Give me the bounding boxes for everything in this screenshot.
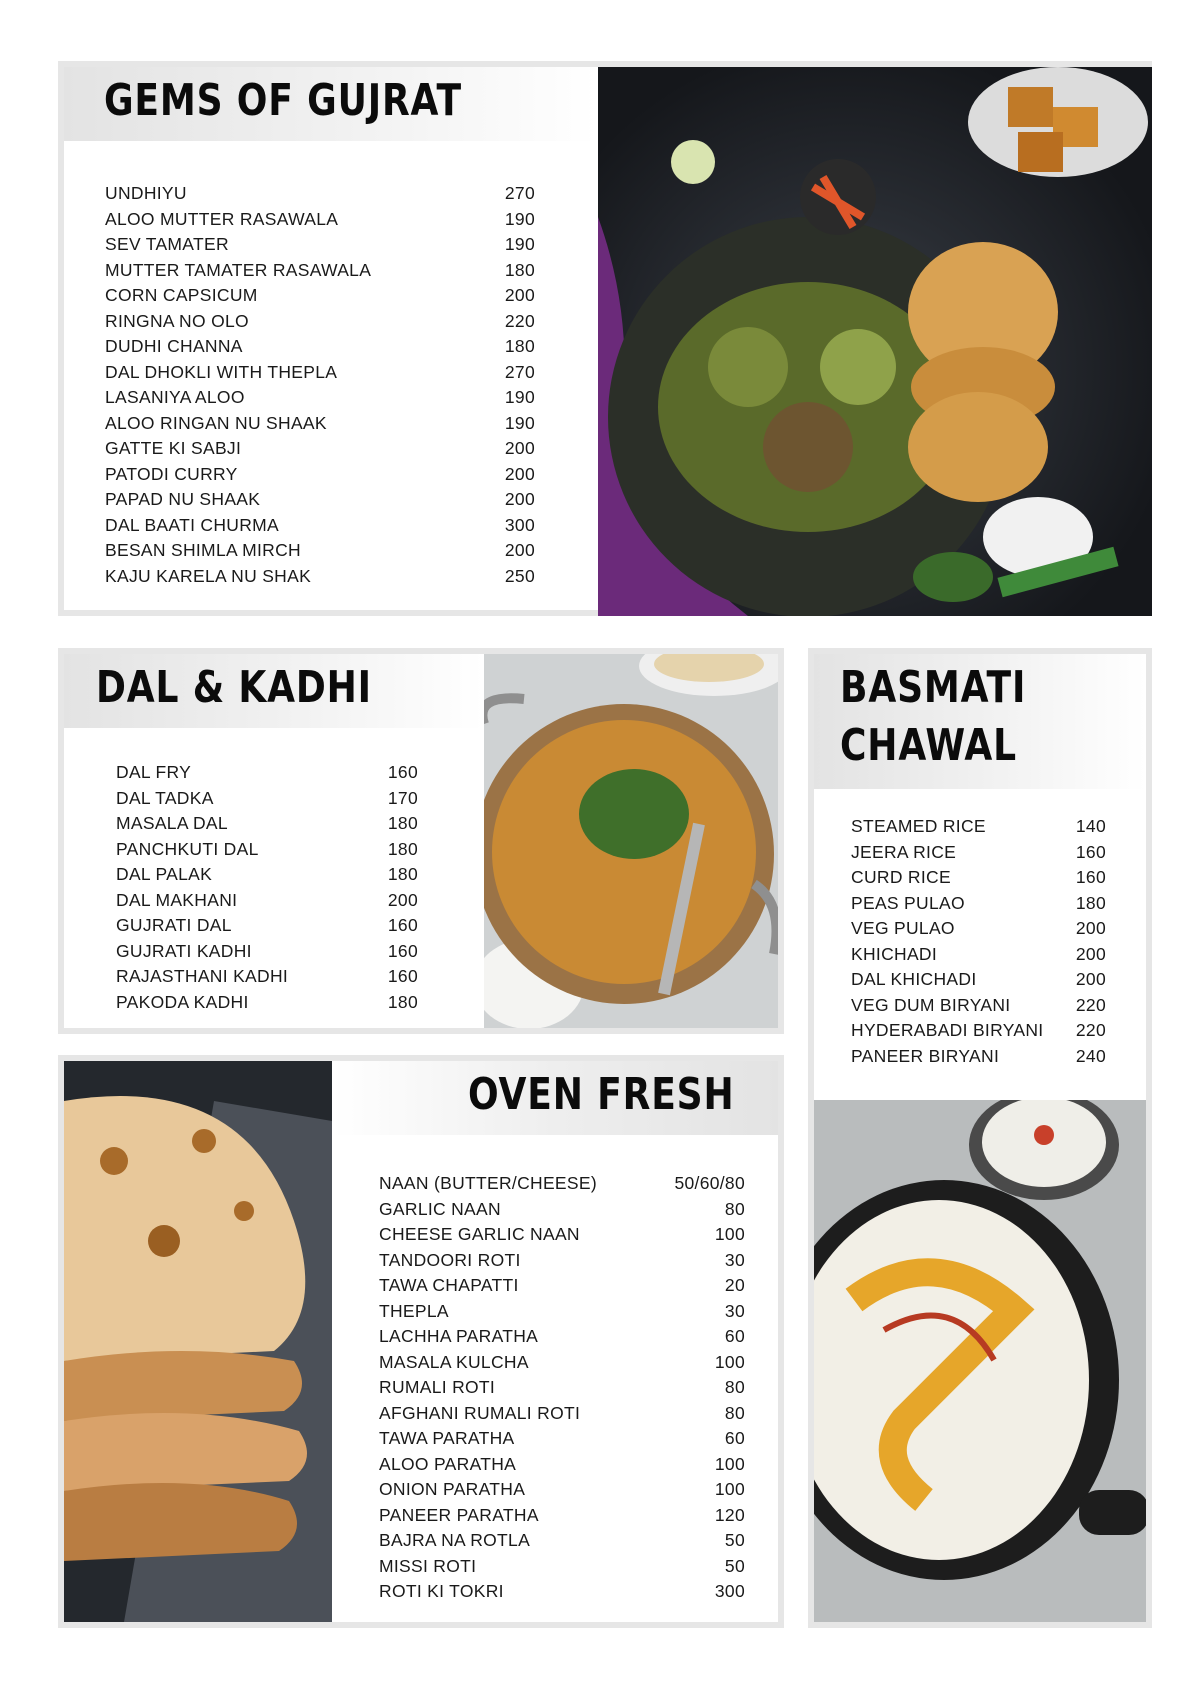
menu-item (105, 387, 535, 413)
menu-item (116, 915, 418, 941)
menu-item (851, 1046, 1106, 1072)
menu-item (105, 183, 535, 209)
menu-item (105, 515, 535, 541)
menu-item (105, 362, 535, 388)
menu-item-price: 180 (504, 259, 535, 280)
menu-item-name: PANEER PARATHA (379, 1504, 539, 1525)
menu-item (379, 1581, 745, 1607)
menu-item-price: 180 (1075, 892, 1106, 913)
menu-item-price: 180 (387, 838, 418, 859)
menu-item-name: DAL PALAK (116, 864, 213, 884)
biryani-pan-photo (814, 1100, 1146, 1622)
menu-item (105, 311, 535, 337)
menu-item-name: BESAN SHIMLA MIRCH (105, 540, 301, 560)
menu-item-price: 240 (1075, 1045, 1106, 1066)
menu-item-name: STEAMED RICE (851, 816, 986, 836)
menu-item-name: VEG PULAO (851, 918, 955, 938)
menu-item-name: VEG DUM BIRYANI (851, 994, 1011, 1015)
menu-item-price: 80 (724, 1402, 745, 1423)
menu-item (105, 489, 535, 515)
menu-item-price: 30 (724, 1300, 745, 1321)
menu-item (105, 260, 535, 286)
menu-item (851, 1020, 1106, 1046)
menu-item-price: 200 (504, 438, 535, 458)
menu-item-price: 160 (1075, 867, 1106, 887)
menu-item (116, 864, 418, 890)
menu-item-name: DAL DHOKLI WITH THEPLA (105, 361, 338, 382)
menu-item-name: MISSI ROTI (379, 1555, 477, 1576)
menu-item-name: TAWA PARATHA (379, 1428, 515, 1448)
menu-item (379, 1199, 745, 1225)
menu-item-price: 220 (1075, 1020, 1106, 1040)
menu-item-name: CURD RICE (851, 867, 951, 887)
menu-item-price: 50 (724, 1555, 745, 1576)
menu-item-name: TAWA CHAPATTI (379, 1275, 519, 1295)
menu-item-name: DAL FRY (116, 762, 192, 782)
menu-item-price: 160 (387, 940, 418, 961)
menu-item (379, 1250, 745, 1276)
naan-stack-photo (64, 1061, 332, 1622)
menu-item-price: 270 (504, 361, 535, 382)
menu-item-name: GARLIC NAAN (379, 1198, 501, 1219)
dal-bowl-photo (484, 654, 778, 1028)
menu-item-price: 300 (714, 1581, 745, 1601)
menu-item-name: RUMALI ROTI (379, 1377, 496, 1397)
menu-item-name: DAL MAKHANI (116, 889, 238, 910)
menu-item-name: PANCHKUTI DAL (116, 838, 259, 859)
menu-item (379, 1505, 745, 1531)
menu-item (379, 1479, 745, 1505)
basmati-panel (808, 648, 1152, 1628)
basmati-title-line1: BASMATI (840, 662, 1027, 713)
menu-item-price: 50/60/80 (674, 1173, 745, 1193)
menu-item-price: 200 (504, 463, 535, 484)
menu-item-name: PEAS PULAO (851, 892, 965, 913)
menu-item-name: KAJU KARELA NU SHAK (105, 565, 312, 586)
menu-item (105, 413, 535, 439)
menu-item-name: NAAN (BUTTER/CHEESE) (379, 1173, 597, 1193)
menu-item-name: UNDHIYU (105, 183, 187, 203)
menu-item-name: MASALA DAL (116, 813, 228, 833)
menu-item-name: DUDHI CHANNA (105, 336, 243, 356)
gujarati-thali-photo (598, 67, 1152, 616)
menu-item-name: MUTTER TAMATER RASAWALA (105, 259, 372, 280)
menu-item (851, 893, 1106, 919)
menu-item (116, 966, 418, 992)
menu-item (105, 234, 535, 260)
menu-item-price: 180 (387, 813, 418, 833)
menu-item-price: 180 (504, 336, 535, 356)
menu-item (379, 1403, 745, 1429)
menu-item (379, 1275, 745, 1301)
menu-item-name: PAPAD NU SHAAK (105, 489, 261, 509)
menu-item (116, 890, 418, 916)
menu-item-price: 100 (714, 1351, 745, 1372)
menu-item-price: 100 (714, 1479, 745, 1499)
oven-menu-list (379, 1173, 745, 1607)
menu-item-price: 190 (504, 387, 535, 407)
menu-item-price: 180 (387, 991, 418, 1012)
menu-item-price: 200 (1075, 918, 1106, 938)
menu-item-name: ALOO MUTTER RASAWALA (105, 208, 339, 229)
oven-title: OVEN FRESH (468, 1069, 735, 1120)
menu-item-price: 160 (387, 915, 418, 935)
menu-item-name: LACHHA PARATHA (379, 1326, 539, 1346)
menu-item (851, 918, 1106, 944)
menu-item-name: THEPLA (379, 1300, 449, 1321)
dal-panel (58, 648, 784, 1034)
menu-item-name: TANDOORI ROTI (379, 1249, 521, 1270)
menu-item-name: ALOO PARATHA (379, 1453, 517, 1474)
menu-item (379, 1556, 745, 1582)
menu-item-price: 220 (1075, 994, 1106, 1015)
oven-panel (58, 1055, 784, 1628)
menu-item-price: 170 (387, 787, 418, 808)
menu-item-name: KHICHADI (851, 943, 938, 964)
gujrat-title: GEMS OF GUJRAT (104, 75, 462, 126)
menu-item-name: SEV TAMATER (105, 234, 229, 254)
menu-item (116, 762, 418, 788)
menu-item-name: HYDERABADI BIRYANI (851, 1020, 1044, 1040)
menu-item (851, 867, 1106, 893)
menu-item-price: 190 (504, 412, 535, 433)
menu-item-name: GUJRATI DAL (116, 915, 232, 935)
menu-item-name: DAL BAATI CHURMA (105, 514, 279, 535)
menu-item-price: 220 (504, 310, 535, 331)
menu-item (851, 816, 1106, 842)
menu-item (379, 1352, 745, 1378)
menu-item-price: 60 (724, 1326, 745, 1346)
menu-item-name: ONION PARATHA (379, 1479, 526, 1499)
menu-item-name: PAKODA KADHI (116, 991, 249, 1012)
menu-item-price: 250 (504, 565, 535, 586)
menu-item (379, 1454, 745, 1480)
menu-item-price: 80 (724, 1198, 745, 1219)
menu-item (379, 1530, 745, 1556)
menu-item-price: 80 (724, 1377, 745, 1397)
menu-item-price: 200 (504, 540, 535, 560)
menu-item-name: PANEER BIRYANI (851, 1045, 1000, 1066)
menu-item-name: JEERA RICE (851, 841, 957, 862)
menu-item-price: 200 (504, 285, 535, 305)
menu-item-name: ALOO RINGAN NU SHAAK (105, 412, 327, 433)
menu-item (851, 842, 1106, 868)
menu-item (379, 1301, 745, 1327)
menu-item-name: RINGNA NO OLO (105, 310, 249, 331)
menu-item (105, 566, 535, 592)
menu-item-price: 30 (724, 1249, 745, 1270)
gujrat-menu-list (105, 183, 535, 591)
menu-item-price: 200 (1075, 969, 1106, 989)
menu-item (105, 209, 535, 235)
menu-item-price: 160 (387, 966, 418, 986)
gujrat-panel (58, 61, 1152, 616)
menu-item (851, 995, 1106, 1021)
menu-item-name: AFGHANI RUMALI ROTI (379, 1402, 581, 1423)
menu-item (105, 540, 535, 566)
menu-item-price: 100 (714, 1224, 745, 1244)
basmati-title-line2: CHAWAL (840, 720, 1017, 771)
menu-item (105, 438, 535, 464)
menu-item (116, 839, 418, 865)
menu-item (379, 1377, 745, 1403)
menu-item-name: PATODI CURRY (105, 463, 238, 484)
menu-item (105, 464, 535, 490)
menu-item-price: 190 (504, 208, 535, 229)
menu-item-name: GUJRATI KADHI (116, 940, 252, 961)
menu-item-price: 200 (504, 489, 535, 509)
menu-item-name: RAJASTHANI KADHI (116, 966, 289, 986)
menu-item (105, 285, 535, 311)
menu-item-name: CHEESE GARLIC NAAN (379, 1224, 580, 1244)
menu-item (116, 941, 418, 967)
menu-item-price: 50 (724, 1530, 745, 1550)
menu-item-name: DAL KHICHADI (851, 969, 977, 989)
dal-title: DAL & KADHI (96, 662, 372, 713)
menu-item-name: MASALA KULCHA (379, 1351, 529, 1372)
menu-item-price: 200 (387, 889, 418, 910)
menu-item (379, 1428, 745, 1454)
menu-item (379, 1326, 745, 1352)
menu-item-name: ROTI KI TOKRI (379, 1581, 504, 1601)
menu-item-price: 60 (724, 1428, 745, 1448)
menu-item (851, 969, 1106, 995)
menu-item-price: 200 (1075, 943, 1106, 964)
menu-item-name: CORN CAPSICUM (105, 285, 258, 305)
menu-item-name: LASANIYA ALOO (105, 387, 245, 407)
menu-item-name: DAL TADKA (116, 787, 214, 808)
menu-item-price: 160 (387, 762, 418, 782)
basmati-menu-list (851, 816, 1106, 1071)
dal-menu-list (116, 762, 418, 1017)
menu-item-price: 300 (504, 514, 535, 535)
menu-item (379, 1224, 745, 1250)
menu-item-name: GATTE KI SABJI (105, 438, 242, 458)
menu-item (105, 336, 535, 362)
menu-item-price: 160 (1075, 841, 1106, 862)
menu-item-price: 180 (387, 864, 418, 884)
menu-item-price: 100 (714, 1453, 745, 1474)
menu-item (851, 944, 1106, 970)
menu-item-price: 270 (504, 183, 535, 203)
menu-item (116, 992, 418, 1018)
menu-item (116, 813, 418, 839)
menu-item-price: 120 (714, 1504, 745, 1525)
menu-item-name: BAJRA NA ROTLA (379, 1530, 531, 1550)
menu-item-price: 20 (724, 1275, 745, 1295)
menu-item (116, 788, 418, 814)
menu-item-price: 190 (504, 234, 535, 254)
menu-item-price: 140 (1075, 816, 1106, 836)
menu-item (379, 1173, 745, 1199)
